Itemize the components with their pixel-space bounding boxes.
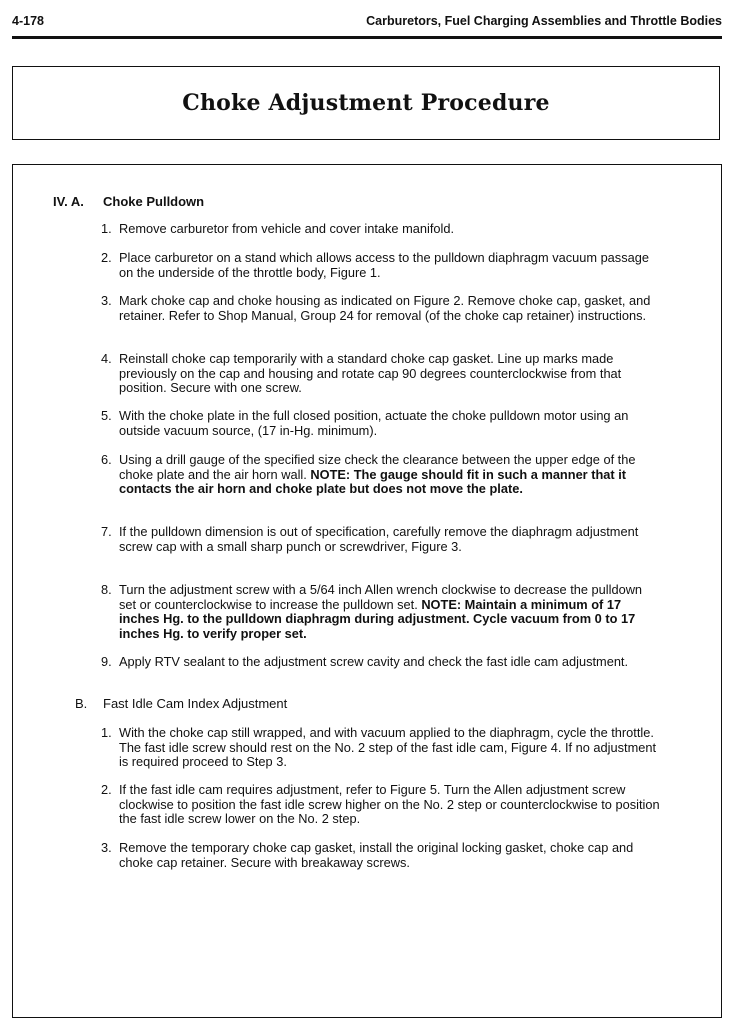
step-number: 2. xyxy=(101,250,112,265)
procedure-box xyxy=(12,164,722,1018)
list-item xyxy=(101,294,661,323)
step-number: 3. xyxy=(101,840,112,855)
step-note: NOTE: Maintain a minimum of 17 inches Hg. to the pulldown diaphragm during adjustment. Cycle vacuum from 0 to 17 inches Hg. to verify proper set. xyxy=(119,596,636,641)
section-a-label: IV. A. xyxy=(53,194,84,209)
step-text: With the choke cap still wrapped, and with vacuum applied to the diaphragm, cycle the throttle. The fast idle screw should rest on the No. 2 step of the fast idle cam, Figure 4. If no adjustment is required proceed to Step 3. xyxy=(119,725,657,770)
step-text: If the fast idle cam requires adjustment, refer to Figure 5. Turn the Allen adjustment screw clockwise to position the fast idle screw higher on the No. 2 step or counterclockwise to position the fast idle screw lower on the No. 2 step. xyxy=(119,782,660,827)
section-b-title: Fast Idle Cam Index Adjustment xyxy=(103,696,288,711)
section-a-title: Choke Pulldown xyxy=(103,194,205,209)
step-number: 1. xyxy=(101,725,112,740)
step-text: If the pulldown dimension is out of specification, carefully remove the diaphragm adjustment screw cap with a small sharp punch or screwdriver, Figure 3. xyxy=(119,524,639,554)
list-item xyxy=(101,251,661,280)
list-item xyxy=(101,222,661,237)
step-text: With the choke plate in the full closed position, actuate the choke pulldown motor using an outside vacuum source, (17 in-Hg. minimum). xyxy=(119,408,629,438)
list-item xyxy=(101,409,661,438)
list-item xyxy=(101,726,661,770)
step-number: 8. xyxy=(101,582,112,597)
section-b-label: B. xyxy=(75,696,88,711)
list-item xyxy=(101,783,661,827)
list-item xyxy=(101,352,661,396)
step-number: 1. xyxy=(101,221,112,236)
list-item xyxy=(101,453,661,497)
title-box xyxy=(12,66,720,140)
step-text: Using a drill gauge of the specified size check the clearance between the upper edge of the choke plate and the air horn wall. xyxy=(119,452,636,482)
running-title: Carburetors, Fuel Charging Assemblies and Throttle Bodies xyxy=(366,14,722,28)
list-item xyxy=(101,655,661,670)
list-item xyxy=(101,525,661,554)
step-text: Reinstall choke cap temporarily with a standard choke cap gasket. Line up marks made previously on the cap and housing and rotate cap 90 degrees counterclockwise from that position. Secure with one screw. xyxy=(119,351,622,396)
page-header xyxy=(12,14,722,39)
list-item xyxy=(101,583,661,641)
page-title: Choke Adjustment Procedure xyxy=(182,90,550,116)
step-text: Turn the adjustment screw with a 5/64 inch Allen wrench clockwise to decrease the pulldown set or counterclockwise to increase the pulldown set. xyxy=(119,582,643,612)
step-number: 4. xyxy=(101,351,112,366)
list-item xyxy=(101,841,661,870)
step-text: Remove carburetor from vehicle and cover intake manifold. xyxy=(119,221,455,236)
step-number: 7. xyxy=(101,524,112,539)
step-text: Remove the temporary choke cap gasket, install the original locking gasket, choke cap and choke cap retainer. Secure with breakaway screws. xyxy=(119,840,634,870)
step-number: 9. xyxy=(101,654,112,669)
page-number: 4-178 xyxy=(12,14,44,28)
step-note: NOTE: The gauge should fit in such a manner that it contacts the air horn and choke plate but does not move the plate. xyxy=(119,466,627,497)
step-number: 6. xyxy=(101,452,112,467)
step-number: 2. xyxy=(101,782,112,797)
step-number: 3. xyxy=(101,293,112,308)
step-text: Place carburetor on a stand which allows access to the pulldown diaphragm vacuum passage on the underside of the throttle body, Figure 1. xyxy=(119,250,649,280)
step-number: 5. xyxy=(101,408,112,423)
step-text: Mark choke cap and choke housing as indicated on Figure 2. Remove choke cap, gasket, and retainer. Refer to Shop Manual, Group 24 for removal (of the choke cap retainer) instructions. xyxy=(119,293,651,323)
step-text: Apply RTV sealant to the adjustment screw cavity and check the fast idle cam adjustment. xyxy=(119,654,629,669)
